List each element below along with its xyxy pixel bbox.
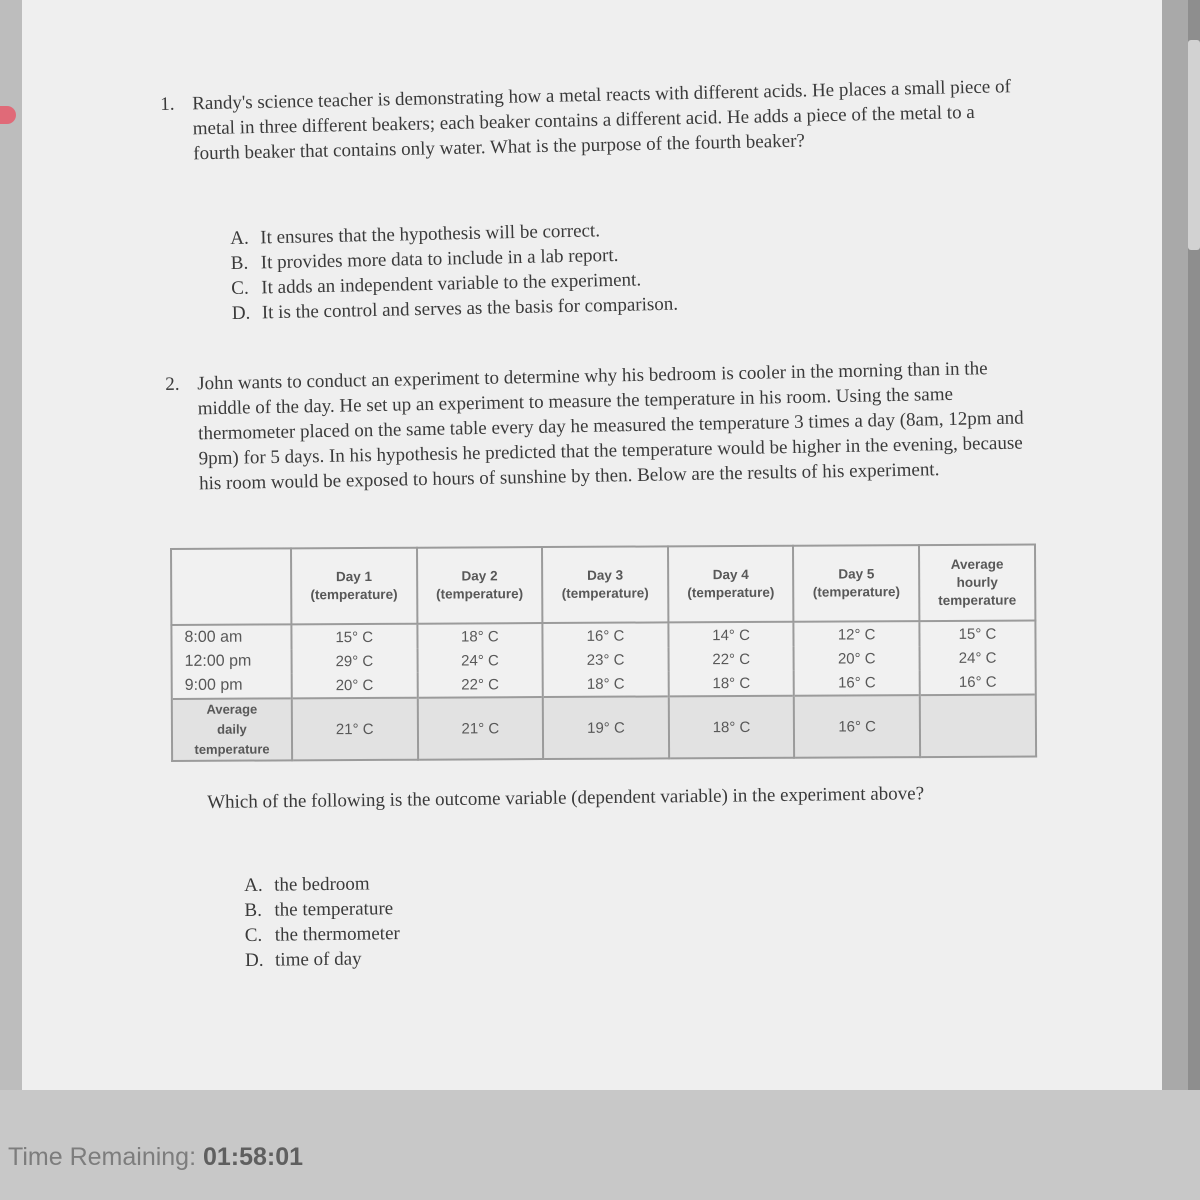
- option-letter: B.: [230, 252, 249, 274]
- option-text: It ensures that the hypothesis will be correct.: [260, 220, 601, 249]
- table-cell: 23° C: [543, 647, 669, 672]
- scrollbar-thumb[interactable]: [1188, 40, 1200, 250]
- option-text: the thermometer: [274, 923, 400, 946]
- column-header: Day 5 (temperature): [793, 545, 919, 622]
- table-cell: 16° C: [794, 695, 920, 758]
- option-text: the temperature: [274, 898, 394, 921]
- option-text: It adds an independent variable to the experiment.: [261, 269, 642, 299]
- option-letter: A.: [230, 227, 249, 249]
- column-header: Day 2 (temperature): [417, 547, 543, 624]
- option-letter: B.: [244, 899, 263, 921]
- row-label: 12:00 pm: [172, 649, 292, 674]
- table-cell: 16° C: [543, 622, 669, 648]
- average-row: [172, 694, 1036, 761]
- option-letter: C.: [231, 277, 249, 299]
- table-cell: 18° C: [417, 623, 543, 649]
- table-cell: 15° C: [919, 620, 1035, 646]
- option-letter: A.: [244, 874, 263, 896]
- table-cell: 14° C: [668, 622, 794, 648]
- table-cell: 16° C: [920, 669, 1036, 695]
- results-table: [170, 543, 1037, 762]
- option-letter: D.: [244, 949, 264, 971]
- table-cell: 21° C: [417, 697, 543, 760]
- table-cell: 22° C: [668, 647, 794, 672]
- option-text: the bedroom: [274, 873, 370, 896]
- table-cell: 18° C: [668, 671, 794, 697]
- question-stem: John wants to conduct an experiment to determine why his bedroom is cooler in the morning than in the middle of the day. He set up an experiment to measure the temperature in his room. Using the same thermometer placed on the same table every day he measured the temperature 3 times a day (8am, 12pm and 9pm) for 5 days. In his hypothesis he predicted that the temperature would be higher in the evening, because his room would be exposed to hours of sunshine by then. Below are the results of his experiment.: [197, 358, 1024, 495]
- question-number: 2.: [165, 373, 180, 395]
- question-stem: Randy's science teacher is demonstrating how a metal reacts with different acids. He places a small piece of metal in three different beakers; each beaker contains a different acid. He adds a piece of the metal to a fourth beaker that contains only water. What is the purpose of the fourth beaker?: [192, 76, 1012, 165]
- table-cell: 24° C: [920, 645, 1036, 670]
- option-letter: C.: [244, 924, 263, 946]
- column-header: Day 1 (temperature): [291, 548, 417, 625]
- table-cell: 20° C: [794, 646, 920, 671]
- table-cell: 21° C: [292, 698, 418, 761]
- table-cell: 29° C: [292, 649, 418, 674]
- row-label: Average daily temperature: [172, 698, 292, 761]
- table-cell: 16° C: [794, 670, 920, 696]
- answer-option[interactable]: [245, 943, 645, 973]
- column-header: Day 4 (temperature): [668, 546, 794, 623]
- table-cell: 18° C: [669, 696, 795, 759]
- timer-label: Time Remaining:: [8, 1143, 197, 1171]
- table-corner-cell: [171, 548, 291, 625]
- question-2: [165, 355, 1027, 496]
- question-1-options: [230, 213, 832, 326]
- table-cell: 22° C: [417, 672, 543, 698]
- table-cell: 15° C: [291, 624, 417, 650]
- timer-value: 01:58:01: [202, 1143, 304, 1171]
- option-text: It provides more data to include in a lab report.: [260, 244, 619, 274]
- table-cell: 24° C: [417, 648, 543, 673]
- table-cell: [920, 694, 1036, 757]
- table-cell: 18° C: [543, 671, 669, 697]
- time-remaining: [8, 1143, 303, 1172]
- column-header: Day 3 (temperature): [542, 546, 668, 623]
- question-number: 1.: [160, 93, 175, 115]
- row-label: 8:00 am: [171, 624, 291, 650]
- left-margin: [0, 0, 22, 1200]
- question-2-prompt: Which of the following is the outcome variable (dependent variable) in the experiment above?: [207, 783, 925, 813]
- option-text: time of day: [274, 948, 362, 971]
- option-letter: D.: [231, 302, 251, 324]
- table-cell: 19° C: [543, 696, 669, 759]
- table-header-row: [171, 544, 1035, 625]
- row-label: 9:00 pm: [172, 673, 292, 699]
- column-header: Average hourly temperature: [919, 544, 1035, 621]
- table-cell: 12° C: [794, 621, 920, 647]
- option-text: It is the control and serves as the basis for comparison.: [261, 293, 679, 324]
- question-2-options: [244, 868, 645, 973]
- table-cell: 20° C: [292, 673, 418, 699]
